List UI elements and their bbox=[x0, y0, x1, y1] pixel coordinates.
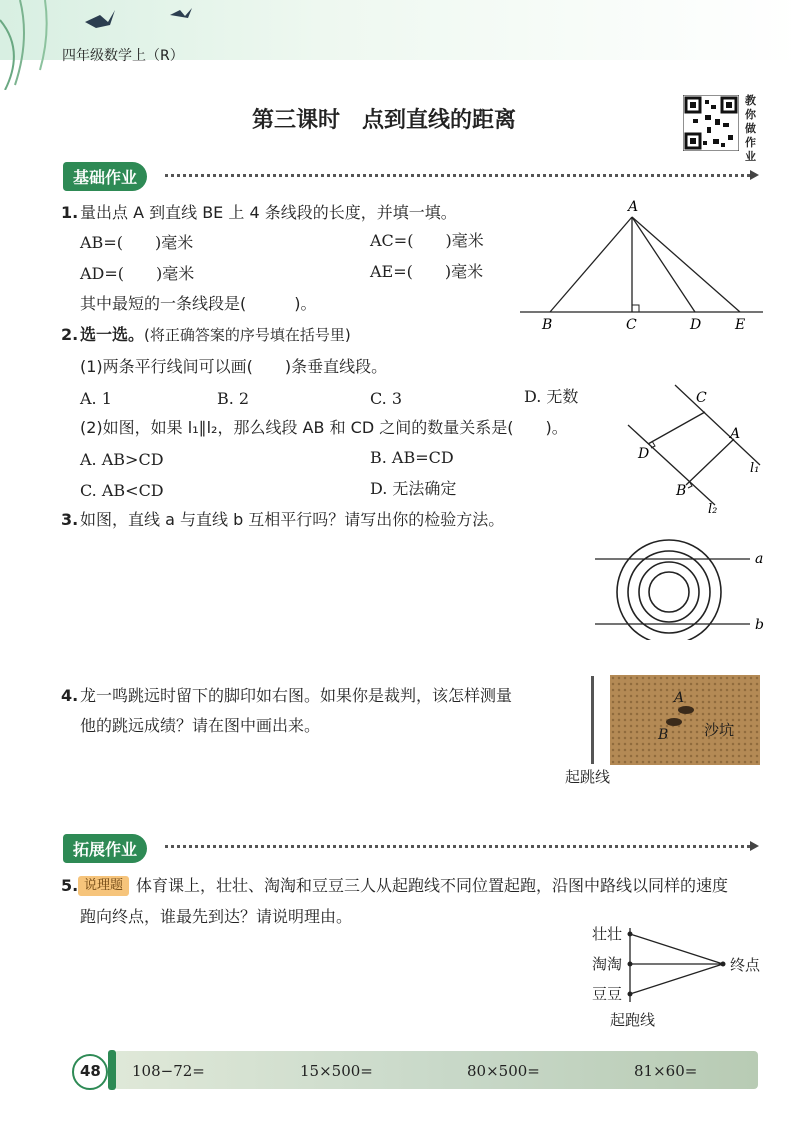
q1-ac-blank[interactable]: AC=( )毫米 bbox=[370, 231, 484, 250]
willow-decoration bbox=[0, 0, 200, 90]
arrow-right-icon bbox=[750, 841, 759, 851]
q2-p2-option[interactable]: A. AB>CD bbox=[80, 450, 164, 469]
q5-label-zhuangzhuang: 壮壮 bbox=[592, 925, 623, 943]
q3-label-b: b bbox=[755, 617, 764, 633]
q4-label-a: A bbox=[674, 690, 685, 706]
q5-line2: 跑向终点，谁最先到达？请说明理由。 bbox=[80, 907, 353, 926]
q1-prompt: 量出点 A 到直线 BE 上 4 条线段的长度，并填一填。 bbox=[80, 203, 457, 222]
footer-grip bbox=[108, 1050, 116, 1090]
q3-number: 3. bbox=[61, 510, 79, 529]
q2-label-l2: l₂ bbox=[708, 502, 718, 517]
q2-p2-option[interactable]: D. 无法确定 bbox=[370, 479, 457, 498]
q2-label-a: A bbox=[730, 426, 741, 442]
section-basic-tag: 基础作业 bbox=[63, 162, 147, 191]
q2-p1-option[interactable]: D. 无数 bbox=[524, 387, 579, 406]
q5-number: 5. bbox=[61, 876, 79, 895]
footer-exercise[interactable]: 80×500= bbox=[467, 1062, 540, 1080]
q1-ad-blank[interactable]: AD=( )毫米 bbox=[80, 264, 195, 283]
q2-hint: (将正确答案的序号填在括号里) bbox=[144, 326, 351, 344]
footer-exercise[interactable]: 15×500= bbox=[300, 1062, 373, 1080]
q1-label-b: B bbox=[542, 317, 553, 333]
q1-label-a: A bbox=[628, 199, 639, 215]
q1-number: 1. bbox=[61, 203, 79, 222]
q5-label-finish: 终点 bbox=[730, 956, 761, 974]
arrow-right-icon bbox=[750, 170, 759, 180]
q3-circles-figure bbox=[590, 535, 775, 640]
q5-label-doudou: 豆豆 bbox=[592, 985, 623, 1003]
q1-ab-blank[interactable]: AB=( )毫米 bbox=[80, 233, 194, 252]
swallow-icon bbox=[170, 8, 192, 18]
qr-code-icon[interactable] bbox=[683, 95, 739, 151]
q3-label-a: a bbox=[755, 551, 764, 567]
q4-line1: 龙一鸣跳远时留下的脚印如右图。如果你是裁判，该怎样测量 bbox=[80, 686, 513, 705]
q2-part2[interactable]: (2)如图，如果 l₁∥l₂，那么线段 AB 和 CD 之间的数量关系是( )。 bbox=[80, 418, 568, 437]
q5-line1: 体育课上，壮壮、淘淘和豆豆三人从起跑线不同位置起跑，沿图中路线以同样的速度 bbox=[136, 876, 729, 895]
footer-exercise[interactable]: 108−72= bbox=[132, 1062, 205, 1080]
q2-parallel-figure bbox=[620, 380, 770, 520]
q2-p1-option[interactable]: B. 2 bbox=[217, 389, 250, 408]
section-extended-tag: 拓展作业 bbox=[63, 834, 147, 863]
section-divider bbox=[165, 174, 750, 177]
takeoff-line bbox=[591, 676, 594, 764]
q1-label-d: D bbox=[690, 317, 702, 333]
q3-prompt: 如图，直线 a 与直线 b 互相平行吗？请写出你的检验方法。 bbox=[80, 510, 505, 529]
q5-badge: 说理题 bbox=[78, 876, 129, 896]
q5-label-taotao: 淘淘 bbox=[592, 955, 623, 973]
q5-label-start: 起跑线 bbox=[610, 1011, 656, 1029]
q2-number: 2. bbox=[61, 325, 79, 344]
q2-label-c: C bbox=[696, 390, 707, 406]
q2-label-d: D bbox=[638, 446, 650, 462]
q1-triangle-figure bbox=[510, 195, 770, 335]
footer-exercise[interactable]: 81×60= bbox=[634, 1062, 698, 1080]
q2-part1[interactable]: (1)两条平行线间可以画( )条垂直线段。 bbox=[80, 357, 388, 376]
lesson-title: 第三课时 点到直线的距离 bbox=[252, 108, 517, 133]
q2-title: 选一选。 bbox=[80, 325, 145, 344]
q2-p1-option[interactable]: C. 3 bbox=[370, 389, 403, 408]
q5-running-figure bbox=[625, 920, 735, 1015]
q2-label-b: B bbox=[676, 483, 687, 499]
q2-label-l1: l₁ bbox=[750, 461, 760, 476]
q1-label-c: C bbox=[626, 317, 637, 333]
q4-pit-label: 沙坑 bbox=[704, 721, 735, 739]
q4-number: 4. bbox=[61, 686, 79, 705]
q1-ae-blank[interactable]: AE=( )毫米 bbox=[370, 262, 484, 281]
swallow-icon bbox=[85, 10, 115, 28]
section-divider bbox=[165, 845, 750, 848]
page-number: 48 bbox=[80, 1062, 101, 1080]
qr-caption: 教你做作业 bbox=[745, 94, 756, 163]
q4-line2: 他的跳远成绩？请在图中画出来。 bbox=[80, 716, 321, 735]
q1-label-e: E bbox=[735, 317, 746, 333]
q2-p1-option[interactable]: A. 1 bbox=[80, 389, 112, 408]
grade-label: 四年级数学上（R） bbox=[62, 48, 184, 64]
q4-label-b: B bbox=[658, 727, 669, 743]
q2-p2-option[interactable]: B. AB=CD bbox=[370, 448, 454, 467]
q4-start-label: 起跳线 bbox=[565, 768, 611, 786]
q1-shortest-blank[interactable]: 其中最短的一条线段是( )。 bbox=[80, 294, 317, 313]
q2-p2-option[interactable]: C. AB<CD bbox=[80, 481, 164, 500]
